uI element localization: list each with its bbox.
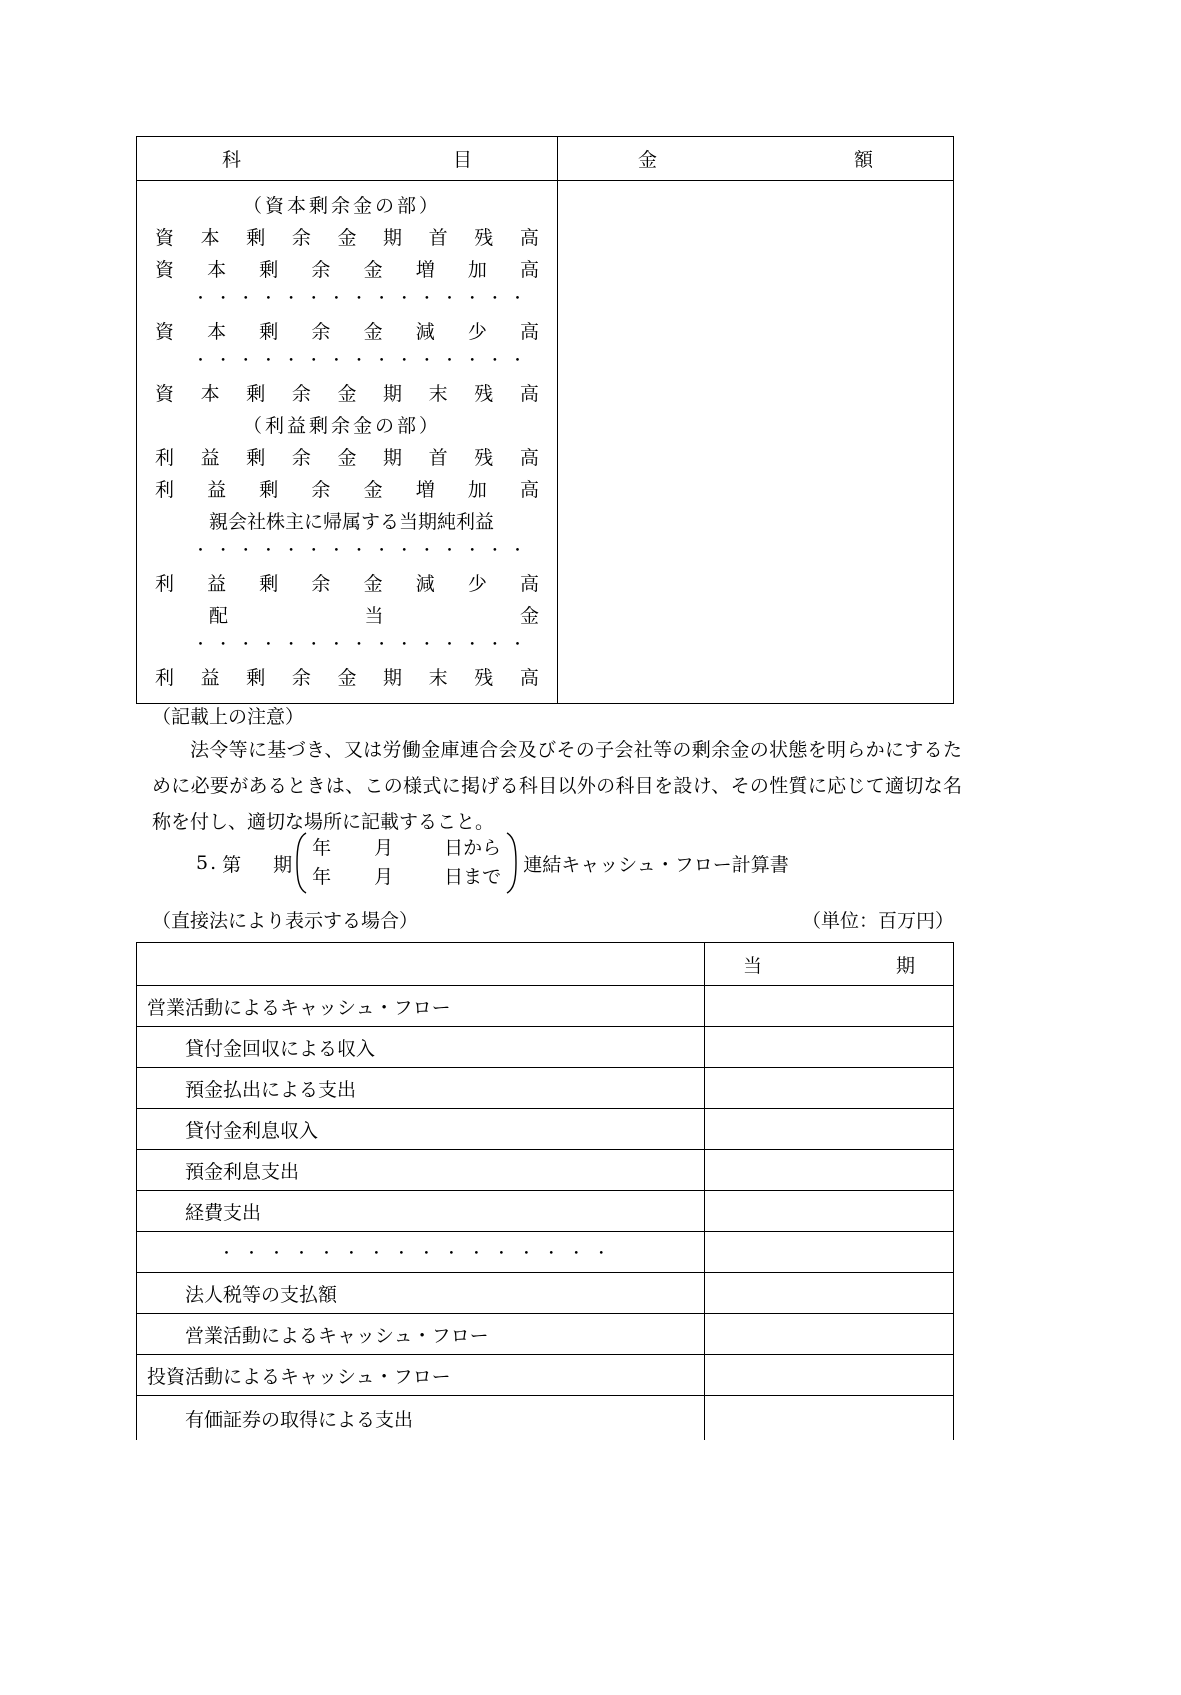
section5-heading [196,832,789,894]
table-row [137,1191,953,1232]
section5-title: 連結キャッシュ・フロー計算書 [523,853,789,876]
period-to-day: 日まで [444,866,502,888]
section5-ki-label: 期 [273,853,293,876]
dot-glyph: ・ [215,541,231,559]
table2-header-amount-char-2: 期 [895,954,915,977]
cashflow-item-label: 投資活動によるキャッシュ・フロー [137,1355,705,1395]
dot-glyph: ・ [193,541,209,559]
dot-glyph: ・ [243,1243,259,1262]
table2-header-amount-cell [705,943,953,985]
dot-glyph: ・ [193,289,209,307]
table-row [137,1273,953,1314]
account-item-char: 本 [200,383,220,405]
cashflow-item-label: 有価証券の取得による支出 [137,1396,705,1440]
dotted-separator [219,1242,609,1263]
period-from-year: 年 [312,837,332,859]
account-item-char: 期 [383,383,403,405]
cashflow-statement-table [136,942,954,1440]
cashflow-amount-cell[interactable] [705,1232,953,1272]
account-item-char: 余 [291,227,311,249]
period-from-day: 日から [444,837,502,859]
account-item-char: 首 [428,227,448,249]
dot-glyph: ・ [238,541,254,559]
account-item-char: 余 [311,259,331,281]
dot-glyph: ・ [368,1243,384,1262]
account-item-char: 高 [519,227,539,249]
table1-header-item-cell [137,137,558,180]
dotted-separator [151,286,543,316]
account-item-char: 金 [337,383,357,405]
period-date-lines [308,832,505,894]
cashflow-amount-cell[interactable] [705,1068,953,1108]
dot-glyph: ・ [509,635,525,653]
dot-glyph: ・ [306,541,322,559]
dot-glyph: ・ [493,1243,509,1262]
dot-glyph: ・ [396,289,412,307]
table1-item-column [137,181,558,703]
account-item-char: 少 [467,321,487,343]
cashflow-item-label: 貸付金回収による収入 [137,1027,705,1067]
account-item [151,316,543,348]
account-item: 親会社株主に帰属する当期純利益 [209,511,495,533]
notes-block [152,702,962,840]
dot-glyph: ・ [219,1243,235,1262]
table-row [137,1314,953,1355]
dot-glyph: ・ [215,351,231,369]
dot-glyph: ・ [487,351,503,369]
account-item-char: 金 [363,321,383,343]
account-item-char: 金 [519,605,539,627]
dot-glyph: ・ [509,541,525,559]
account-item-char: 金 [337,447,357,469]
table-row [137,1027,953,1068]
dot-glyph: ・ [396,351,412,369]
cashflow-item-label: 預金払出による支出 [137,1068,705,1108]
account-item-char: 高 [519,383,539,405]
period-to-line [312,863,501,892]
account-item-char: 資 [155,227,175,249]
account-item-char: 増 [415,479,435,501]
dot-glyph: ・ [351,541,367,559]
account-item-char: 余 [311,479,331,501]
dot-glyph: ・ [215,289,231,307]
table1-header-item-char-1: 科 [222,149,242,171]
dot-glyph: ・ [283,635,299,653]
account-item-char: 残 [474,383,494,405]
dot-glyph: ・ [464,351,480,369]
section-subtitle [151,190,543,222]
account-item-char: 益 [207,573,227,595]
dot-glyph: ・ [487,541,503,559]
table2-header-item-cell [137,943,705,985]
dot-glyph: ・ [396,541,412,559]
dot-glyph: ・ [351,635,367,653]
dot-glyph: ・ [306,351,322,369]
account-item [151,254,543,286]
table2-header-row [137,943,953,986]
account-item-char: 利 [155,447,175,469]
account-item-char: 期 [383,667,403,689]
dot-glyph: ・ [260,289,276,307]
table1-header-amount-char-1: 金 [638,149,658,171]
dot-glyph: ・ [374,635,390,653]
account-item-char: 期 [383,227,403,249]
dot-glyph: ・ [306,635,322,653]
dot-glyph: ・ [306,289,322,307]
dot-glyph: ・ [238,635,254,653]
dot-glyph: ・ [442,635,458,653]
period-from-month: 月 [374,837,394,859]
dot-glyph: ・ [283,289,299,307]
account-item-char: 資 [155,383,175,405]
dot-glyph: ・ [419,351,435,369]
dot-glyph: ・ [260,351,276,369]
dot-glyph: ・ [419,289,435,307]
account-item-char: 高 [519,479,539,501]
dot-glyph: ・ [418,1243,434,1262]
section5-dai-label: 第 [222,853,272,876]
account-item-char: 金 [363,259,383,281]
account-item-char: 金 [337,227,357,249]
account-item-char: 金 [363,479,383,501]
account-item-char: 期 [383,447,403,469]
account-item-char: 金 [337,667,357,689]
dot-glyph: ・ [464,289,480,307]
table2-unit-note: （単位：百万円） [801,910,954,932]
dot-glyph: ・ [283,351,299,369]
section5-number: 5. [196,852,219,874]
account-item-char: 益 [207,479,227,501]
dot-glyph: ・ [238,351,254,369]
account-item-char: 剰 [246,667,266,689]
account-item-char: 剰 [259,259,279,281]
account-item-char: 減 [415,573,435,595]
account-item-char: 減 [415,321,435,343]
dot-glyph: ・ [543,1243,559,1262]
account-item-char: 増 [415,259,435,281]
right-brace-icon [505,832,519,894]
account-item-char: 剰 [259,479,279,501]
dot-glyph: ・ [442,541,458,559]
account-item [151,378,543,410]
cashflow-amount-cell[interactable] [705,1396,953,1440]
dot-glyph: ・ [442,351,458,369]
account-item-char: 末 [428,383,448,405]
account-item-char: 余 [311,573,331,595]
dot-glyph: ・ [193,351,209,369]
account-item-char: 本 [207,321,227,343]
table1-body-row [137,181,953,703]
dot-glyph: ・ [328,541,344,559]
account-item-char: 益 [200,667,220,689]
table2-method-note: （直接法により表示する場合） [152,910,419,932]
account-item-char: 加 [467,259,487,281]
dot-glyph: ・ [374,351,390,369]
account-item [151,568,543,600]
dot-glyph: ・ [374,541,390,559]
account-item-char: 本 [200,227,220,249]
account-item [151,600,543,632]
dot-glyph: ・ [393,1243,409,1262]
dot-glyph: ・ [351,351,367,369]
dot-glyph: ・ [464,541,480,559]
account-item-char: 末 [428,667,448,689]
dot-glyph: ・ [268,1243,284,1262]
dotted-separator [151,348,543,378]
dot-glyph: ・ [419,635,435,653]
section-subtitle-text: （利益剰余金の部） [242,415,441,437]
account-item-char: 本 [207,259,227,281]
account-item-char: 余 [291,667,311,689]
cashflow-item-label: 法人税等の支払額 [137,1273,705,1313]
dot-glyph: ・ [468,1243,484,1262]
account-item-char: 少 [467,573,487,595]
table2-header-amount-char-1: 当 [743,954,763,977]
account-item [151,442,543,474]
dot-glyph: ・ [293,1243,309,1262]
dot-glyph: ・ [509,351,525,369]
account-item-char: 剰 [246,383,266,405]
dot-glyph: ・ [396,635,412,653]
account-item-char: 高 [519,321,539,343]
cashflow-item-label: 営業活動によるキャッシュ・フロー [137,1314,705,1354]
account-item [151,662,543,694]
table-row [137,986,953,1027]
table-row [137,1068,953,1109]
account-item-char: 配 [209,605,229,627]
cashflow-amount-cell[interactable] [705,986,953,1026]
account-item-char: 余 [291,447,311,469]
table-row [137,1355,953,1396]
account-item-char: 残 [474,227,494,249]
account-item-char: 残 [474,667,494,689]
period-brace-group [294,832,519,894]
dot-glyph: ・ [343,1243,359,1262]
account-item-char: 高 [519,447,539,469]
table-row [137,1232,953,1273]
table1-header-row [137,137,953,181]
account-item-char: 剰 [246,447,266,469]
dot-glyph: ・ [419,541,435,559]
account-item-char: 高 [519,259,539,281]
table2-caption-row [152,906,954,933]
period-to-month: 月 [374,866,394,888]
dot-glyph: ・ [318,1243,334,1262]
cashflow-amount-cell[interactable] [705,1109,953,1149]
account-item-char: 益 [200,447,220,469]
account-item-char: 高 [519,667,539,689]
notes-title: （記載上の注意） [152,706,305,728]
account-item-char: 資 [155,321,175,343]
dotted-separator [151,632,543,662]
dot-glyph: ・ [443,1243,459,1262]
notes-body: 法令等に基づき、又は労働金庫連合会及びその子会社等の剰余金の状態を明らかにするために必要があるときは、この様式に掲げる科目以外の科目を設け、その性質に応じて適切な名称を付し、適切な場所に記載すること。 [152,739,962,833]
account-item-char: 金 [363,573,383,595]
dot-glyph: ・ [568,1243,584,1262]
period-from-line [312,834,501,863]
account-item-char: 高 [519,573,539,595]
cashflow-amount-cell[interactable] [705,1355,953,1395]
dot-glyph: ・ [518,1243,534,1262]
cashflow-amount-cell[interactable] [705,1191,953,1231]
dot-glyph: ・ [593,1243,609,1262]
dot-glyph: ・ [238,289,254,307]
account-item-char: 剰 [246,227,266,249]
section-subtitle [151,410,543,442]
cashflow-item-label: 貸付金利息収入 [137,1109,705,1149]
account-item-char: 利 [155,573,175,595]
dot-glyph: ・ [328,635,344,653]
dot-glyph: ・ [487,635,503,653]
dot-glyph: ・ [374,289,390,307]
account-item-char: 利 [155,479,175,501]
dot-glyph: ・ [260,635,276,653]
table1-header-item-char-2: 目 [452,149,472,171]
account-item-char: 首 [428,447,448,469]
table1-header-amount-char-2: 額 [853,149,873,171]
account-item-char: 剰 [259,573,279,595]
dot-glyph: ・ [442,289,458,307]
dot-glyph: ・ [464,635,480,653]
account-item-char: 加 [467,479,487,501]
account-item-char: 利 [155,667,175,689]
account-item-char: 資 [155,259,175,281]
dot-glyph: ・ [193,635,209,653]
dot-glyph: ・ [283,541,299,559]
cashflow-item-label: 営業活動によるキャッシュ・フロー [137,986,705,1026]
account-item-char: 当 [364,605,384,627]
table1-amount-column[interactable] [558,181,953,703]
dot-glyph: ・ [328,351,344,369]
dot-glyph: ・ [260,541,276,559]
table2-rows-container [137,986,953,1440]
period-to-year: 年 [312,866,332,888]
dot-glyph: ・ [328,289,344,307]
cashflow-item-label: 預金利息支出 [137,1150,705,1190]
surplus-statement-table [136,136,954,704]
dot-glyph: ・ [215,635,231,653]
cashflow-amount-cell[interactable] [705,1314,953,1354]
cashflow-item-label [137,1232,705,1272]
table-row [137,1109,953,1150]
left-brace-icon [294,832,308,894]
cashflow-item-label: 経費支出 [137,1191,705,1231]
cashflow-amount-cell[interactable] [705,1027,953,1067]
dotted-separator [151,538,543,568]
section-subtitle-text: （資本剰余金の部） [242,195,441,217]
table-row [137,1150,953,1191]
cashflow-amount-cell[interactable] [705,1273,953,1313]
account-item-char: 剰 [259,321,279,343]
dot-glyph: ・ [509,289,525,307]
dot-glyph: ・ [351,289,367,307]
account-item-char: 残 [474,447,494,469]
account-item [151,222,543,254]
table-row [137,1396,953,1440]
cashflow-amount-cell[interactable] [705,1150,953,1190]
dot-glyph: ・ [487,289,503,307]
account-item [151,474,543,506]
table1-header-amount-cell [558,137,953,180]
account-item-char: 余 [311,321,331,343]
account-item-char: 余 [291,383,311,405]
